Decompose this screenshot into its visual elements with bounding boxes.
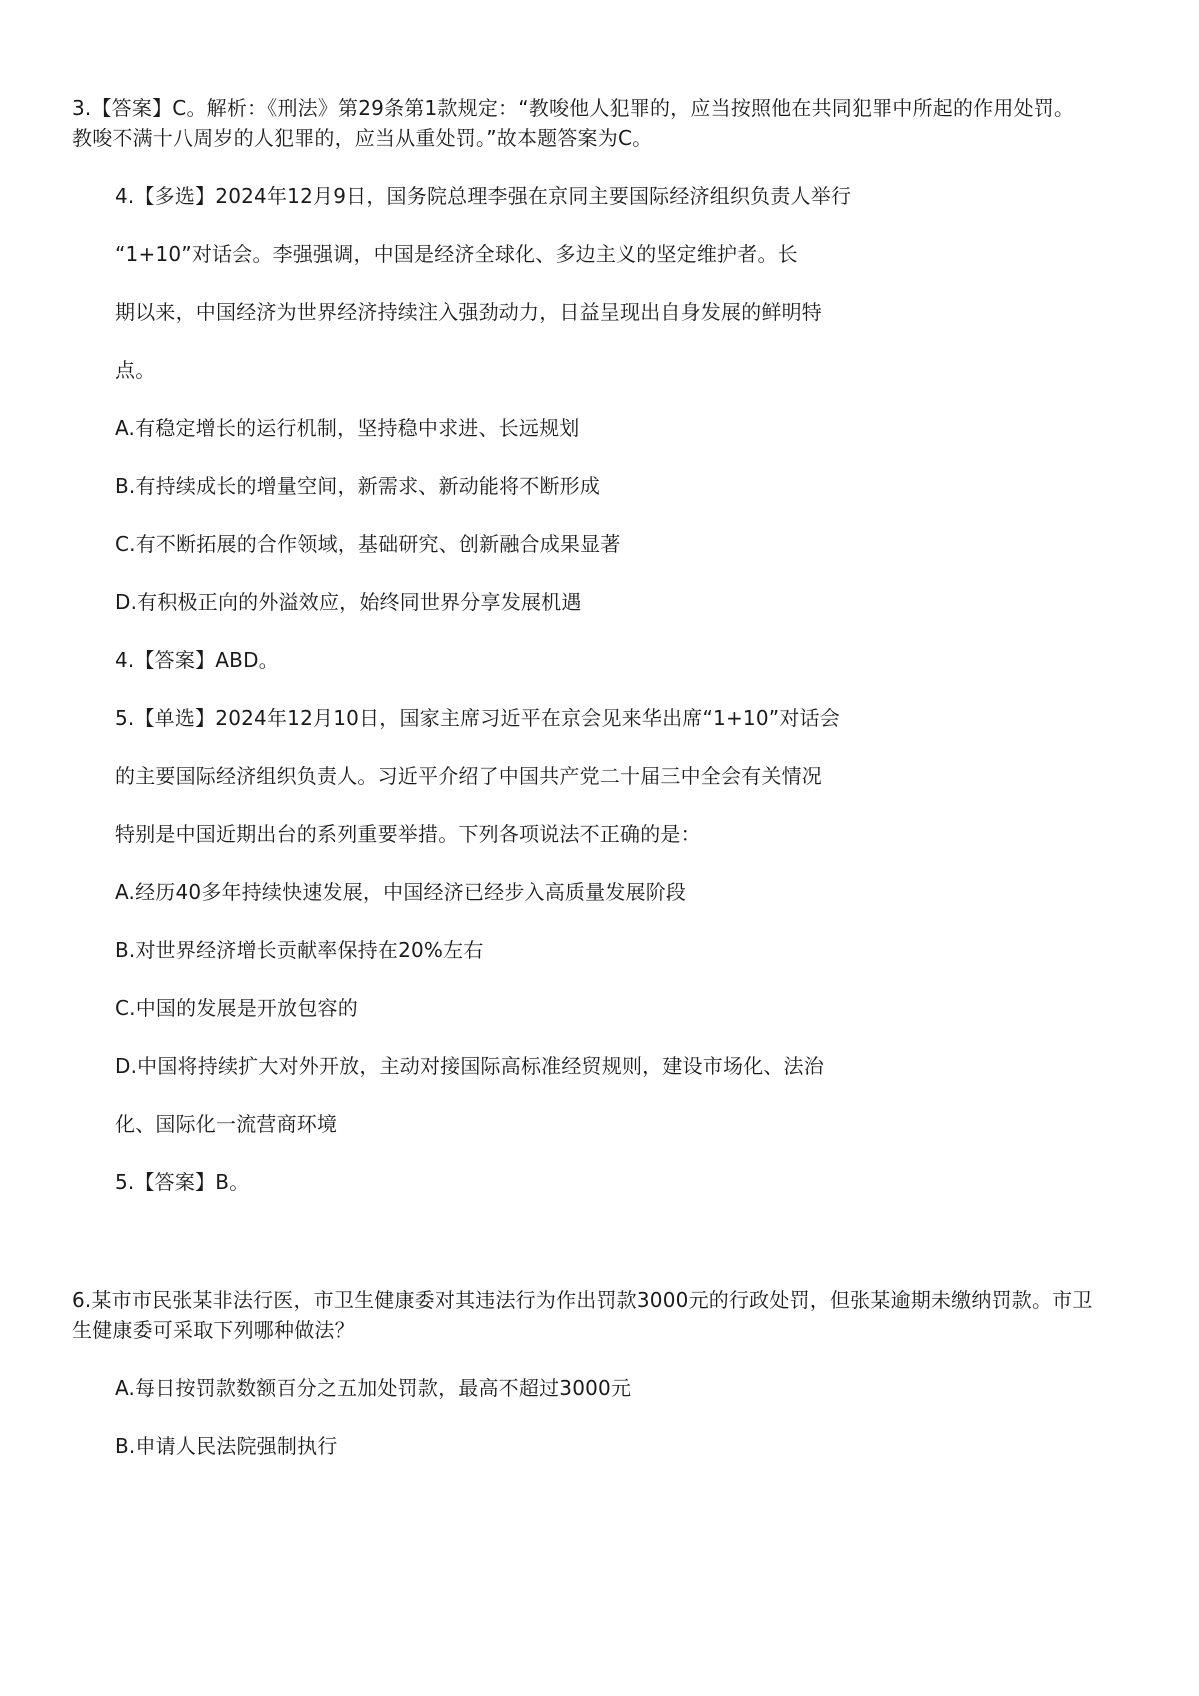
q5-stem-line-1: 5.【单选】2024年12月10日，国家主席习近平在京会见来华出席“1+10”对话会 — [115, 706, 840, 730]
q3-answer-line-2: 教唆不满十八周岁的人犯罪的，应当从重处罚。”故本题答案为C。 — [72, 126, 653, 150]
q5-option-d-line-1: D.中国将持续扩大对外开放，主动对接国际高标准经贸规则，建设市场化、法治 — [115, 1054, 824, 1078]
q4-option-d: D.有积极正向的外溢效应，始终同世界分享发展机遇 — [115, 590, 582, 614]
q4-stem-line-3: 期以来，中国经济为世界经济持续注入强劲动力，日益呈现出自身发展的鲜明特 — [115, 300, 822, 324]
q6-stem-line-1: 6.某市市民张某非法行医，市卫生健康委对其违法行为作出罚款3000元的行政处罚，但张某逾期未缴纳罚款。市卫 — [72, 1288, 1093, 1312]
q5-option-c: C.中国的发展是开放包容的 — [115, 996, 358, 1020]
q5-option-b: B.对世界经济增长贡献率保持在20%左右 — [115, 938, 484, 962]
q4-stem-line-1: 4.【多选】2024年12月9日，国务院总理李强在京同主要国际经济组织负责人举行 — [115, 184, 852, 208]
q5-answer: 5.【答案】B。 — [115, 1170, 250, 1194]
q4-answer: 4.【答案】ABD。 — [115, 648, 279, 672]
q4-stem-line-4: 点。 — [115, 358, 156, 382]
q5-stem-line-3: 特别是中国近期出台的系列重要举措。下列各项说法不正确的是： — [115, 822, 701, 846]
q4-option-a: A.有稳定增长的运行机制，坚持稳中求进、长远规划 — [115, 416, 580, 440]
q6-option-b: B.申请人民法院强制执行 — [115, 1434, 338, 1458]
q5-stem-line-2: 的主要国际经济组织负责人。习近平介绍了中国共产党二十届三中全会有关情况 — [115, 764, 822, 788]
q5-option-a: A.经历40多年持续快速发展，中国经济已经步入高质量发展阶段 — [115, 880, 687, 904]
q5-option-d-line-2: 化、国际化一流营商环境 — [115, 1112, 338, 1136]
q4-stem-line-2: “1+10”对话会。李强强调，中国是经济全球化、多边主义的坚定维护者。长 — [115, 242, 798, 266]
q3-answer-line-1: 3.【答案】C。解析：《刑法》第29条第1款规定：“教唆他人犯罪的，应当按照他在共同犯罪中所起的作用处罚。 — [72, 96, 1075, 120]
q4-option-b: B.有持续成长的增量空间，新需求、新动能将不断形成 — [115, 474, 601, 498]
q4-option-c: C.有不断拓展的合作领域，基础研究、创新融合成果显著 — [115, 532, 621, 556]
q6-stem-line-2: 生健康委可采取下列哪种做法？ — [72, 1318, 355, 1342]
q6-option-a: A.每日按罚款数额百分之五加处罚款，最高不超过3000元 — [115, 1376, 632, 1400]
